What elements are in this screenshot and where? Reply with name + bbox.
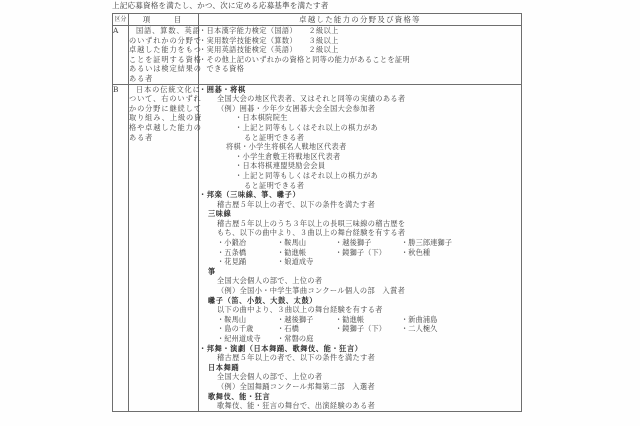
song-title: ・二人椀久 — [401, 324, 438, 334]
detail-line: ると証明できる者 — [244, 132, 305, 142]
song-title: ・島の千歳 — [217, 324, 254, 334]
detail-section-heading: 囃子（笛、小鼓、大鼓、太鼓） — [208, 295, 318, 305]
table-row — [113, 84, 522, 411]
detail-line: ・日本将棋連盟奨励会会員 — [235, 161, 326, 171]
qualification-table — [112, 13, 522, 412]
detail-line: 三味線 — [208, 209, 232, 219]
detail-line: （例）全国小・中学生箏曲コンクール個人の部 入賞者 — [217, 286, 406, 296]
song-title: ・越後獅子 — [277, 314, 314, 324]
song-title: ・鞍馬山 — [277, 238, 307, 248]
song-title: ・新曲浦島 — [401, 314, 438, 324]
row-detail-b — [199, 84, 522, 411]
item-line: ある者 — [129, 132, 154, 142]
detail-line: 稽古歴５年以上のうち３年以上の長唄三味線の稽古歴を — [217, 218, 406, 228]
item-line: あるいは検定結果の — [129, 64, 202, 74]
detail-line: できる資格 — [199, 64, 245, 74]
song-title: ・鞍馬山 — [217, 314, 247, 324]
song-title: ・越後獅子 — [335, 238, 372, 248]
detail-line: ・日本棋院院生 — [235, 113, 288, 123]
item-line: ある者 — [129, 73, 154, 83]
item-line: ことを証明する資格 — [129, 54, 202, 64]
song-title: ・鏡獅子（下） — [335, 324, 387, 334]
detail-line: 箏 — [208, 266, 216, 276]
song-title: ・勧進帳 — [277, 247, 307, 257]
item-line: 国語、算数、英語 — [136, 26, 201, 35]
song-title: ・花見踊 — [217, 257, 247, 267]
item-line: ついて、右のいずれ — [129, 94, 202, 104]
detail-line: ・上記と同等もしくはそれ以上の棋力があ — [235, 122, 379, 132]
detail-line: 全国大会の地区代表者、又はそれと同等の実績のある者 — [217, 94, 406, 104]
detail-line: ・小学生倉敷王将戦地区代表者 — [235, 151, 341, 161]
detail-song-line — [199, 334, 521, 344]
detail-line: ・その他上記のいずれかの資格と同等の能力があることを証明 — [199, 54, 411, 64]
detail-line: 歌舞伎、能・狂言の舞台で、出演経験のある者 — [217, 401, 376, 411]
item-line: 日本の伝統文化に — [136, 84, 201, 94]
item-line: 卓越した能力をもつ — [129, 45, 202, 55]
row-code-a: A — [113, 26, 129, 85]
detail-line: もち、以下の曲中より、３曲以上の舞台経験を有する者 — [217, 228, 406, 238]
detail-song-line — [199, 324, 521, 334]
detail-line: 全国大会個人の部で、上位の者 — [217, 372, 323, 382]
item-line: かの分野に継続して — [129, 103, 202, 113]
detail-line: 歌舞伎、能・狂言 — [208, 391, 271, 401]
item-line: のいずれかの分野で — [129, 35, 202, 45]
detail-line: 日本舞踊 — [208, 362, 240, 372]
column-header-detail: 卓越した能力の分野及び資格等 — [199, 14, 522, 26]
table-row — [113, 26, 522, 85]
song-title: ・五条橋 — [217, 247, 247, 257]
song-title: ・小鍛冶 — [217, 238, 247, 248]
detail-line: 全国大会個人の部で、上位の者 — [217, 276, 323, 286]
row-detail-a — [199, 26, 522, 85]
detail-line: 稽古歴５年以上の者で、以下の条件を満たす者 — [217, 199, 376, 209]
row-code-b: B — [113, 84, 129, 411]
detail-song-line — [199, 257, 521, 267]
table-header-row — [113, 14, 522, 26]
detail-song-line — [199, 315, 521, 325]
detail-line: ・日本漢字能力検定（国語） ２級以上 — [199, 26, 339, 35]
detail-song-line — [199, 248, 521, 258]
item-line: 格や卓越した能力の — [129, 122, 202, 132]
detail-line: ・上記と同等もしくはそれ以上の棋力があ — [235, 170, 379, 180]
song-title: ・鏡獅子（下） — [335, 247, 387, 257]
detail-line: ・実用数学技能検定（算数） ３級以上 — [199, 35, 339, 45]
table-header — [113, 14, 522, 26]
detail-section-heading: ・邦楽（三味線、箏、囃子） — [199, 190, 301, 200]
detail-line: ると証明できる者 — [244, 180, 305, 190]
detail-line: 将棋・小学生将棋名人戦地区代表者 — [226, 142, 347, 152]
detail-line: 稽古歴５年以上の者で、以下の条件を満たす者 — [217, 353, 376, 363]
song-title: ・石橋 — [277, 324, 299, 334]
item-line: 取り組み、上級の資 — [129, 113, 203, 123]
table-body — [113, 26, 522, 412]
song-title: ・秋色種 — [401, 247, 431, 257]
row-item-a — [129, 26, 202, 85]
detail-section-heading: ・邦舞・演劇（日本舞踊、歌舞伎、能・狂言） — [199, 343, 363, 353]
column-header-item: 項 目 — [129, 14, 199, 26]
detail-line: 以下の曲中より、３曲以上の舞台経験を有する者 — [217, 305, 383, 315]
detail-line: （例）全国舞踊コンクール邦舞第二部 入選者 — [217, 381, 376, 391]
song-title: ・勝三郎連獅子 — [401, 238, 453, 248]
detail-section-heading: ・囲碁・将棋 — [199, 84, 246, 94]
song-title: ・勧進帳 — [335, 314, 365, 324]
page-title: 上記応募資格を満たし、かつ、次に定める応募基準を満たす者 — [112, 1, 329, 10]
row-item-b — [129, 84, 203, 411]
song-title: ・紀州道成寺 — [217, 334, 261, 343]
song-title: ・常磐の庭 — [277, 334, 314, 343]
detail-song-line — [199, 238, 521, 248]
song-title: ・娘道成寺 — [277, 257, 314, 267]
detail-line: ・実用英語技能検定（英語） ２級以上 — [199, 45, 339, 55]
detail-line: （例）囲碁・少年少女囲碁大会全国大会参加者 — [217, 103, 376, 113]
column-header-code: 区分 — [113, 14, 129, 26]
